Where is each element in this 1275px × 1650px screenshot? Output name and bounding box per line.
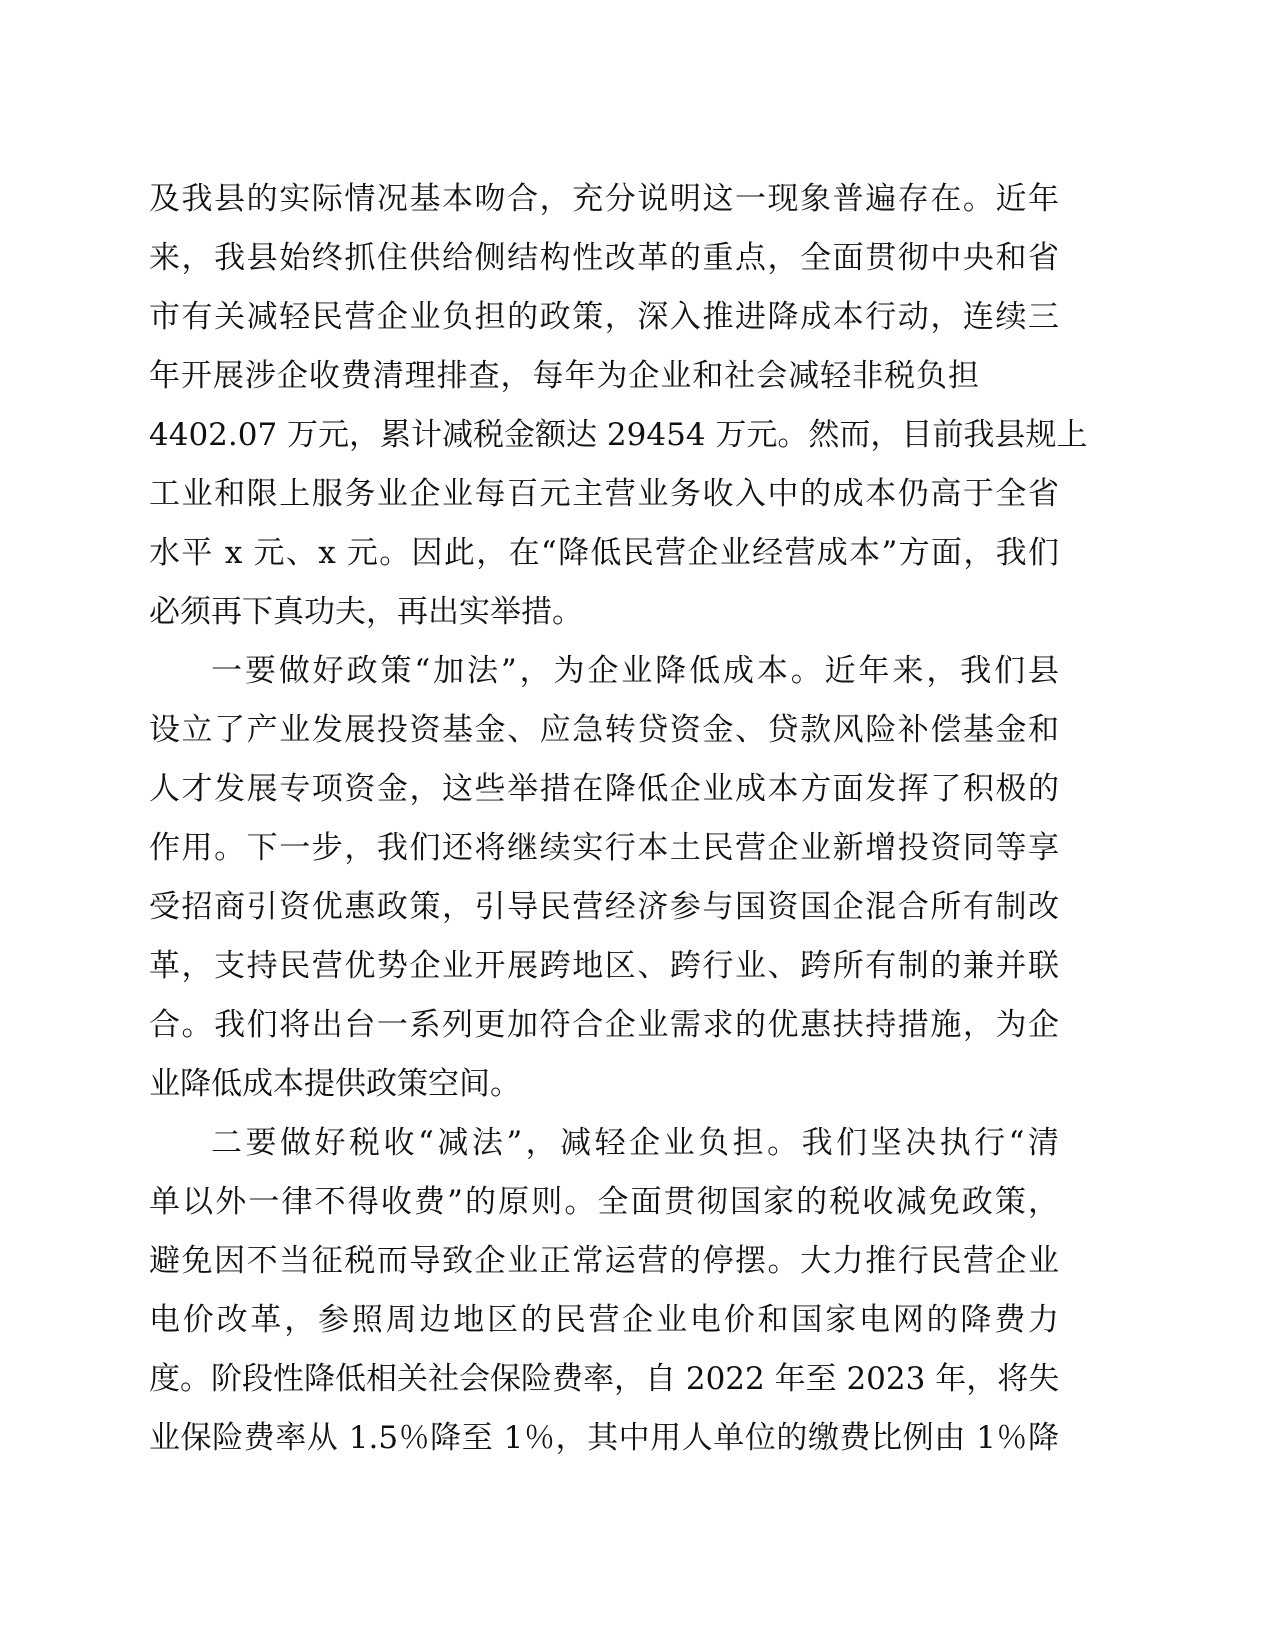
text-line: 必须再下真功夫，再出实举措。: [149, 594, 583, 630]
text-line: 受招商引资优惠政策，引导民营经济参与国资国企混合所有制改: [149, 889, 1059, 925]
text-line: 业降低成本提供政策空间。: [149, 1066, 521, 1102]
text-line: 市有关减轻民营企业负担的政策，深入推进降成本行动，连续三: [149, 299, 1059, 335]
text-line: 革，支持民营优势企业开展跨地区、跨行业、跨所有制的兼并联: [149, 948, 1059, 984]
document-body: [149, 170, 1088, 1468]
text-line: 作用。下一步，我们还将继续实行本土民营企业新增投资同等享: [149, 830, 1059, 866]
text-line: 合。我们将出台一系列更加符合企业需求的优惠扶持措施，为企: [149, 1007, 1059, 1043]
text-line: 工业和限上服务业企业每百元主营业务收入中的成本仍高于全省: [149, 476, 1059, 512]
text-line: 4402.07 万元，累计减税金额达 29454 万元。然而，目前我县规上: [149, 417, 1088, 453]
text-line: 度。阶段性降低相关社会保险费率，自 2022 年至 2023 年，将失: [149, 1361, 1060, 1397]
text-line: 水平 x 元、x 元。因此，在“降低民营企业经营成本”方面，我们: [149, 535, 1059, 571]
text-line: 单以外一律不得收费”的原则。全面贯彻国家的税收减免政策，: [149, 1184, 1059, 1220]
text-line: 设立了产业发展投资基金、应急转贷资金、贷款风险补偿基金和: [149, 712, 1059, 748]
text-line: 来，我县始终抓住供给侧结构性改革的重点，全面贯彻中央和省: [149, 240, 1059, 276]
text-line: 及我县的实际情况基本吻合，充分说明这一现象普遍存在。近年: [149, 181, 1059, 217]
text-line: 避免因不当征税而导致企业正常运营的停摆。大力推行民营企业: [149, 1243, 1059, 1279]
text-line: 人才发展专项资金，这些举措在降低企业成本方面发挥了积极的: [149, 771, 1059, 807]
text-line: 二要做好税收“减法”，减轻企业负担。我们坚决执行“清: [211, 1125, 1059, 1161]
text-line: 业保险费率从 1.5％降至 1％，其中用人单位的缴费比例由 1％降: [149, 1420, 1059, 1456]
text-line: 一要做好政策“加法”，为企业降低成本。近年来，我们县: [211, 653, 1059, 689]
text-line: 年开展涉企收费清理排查，每年为企业和社会减轻非税负担: [149, 358, 979, 394]
text-line: 电价改革，参照周边地区的民营企业电价和国家电网的降费力: [149, 1302, 1059, 1338]
